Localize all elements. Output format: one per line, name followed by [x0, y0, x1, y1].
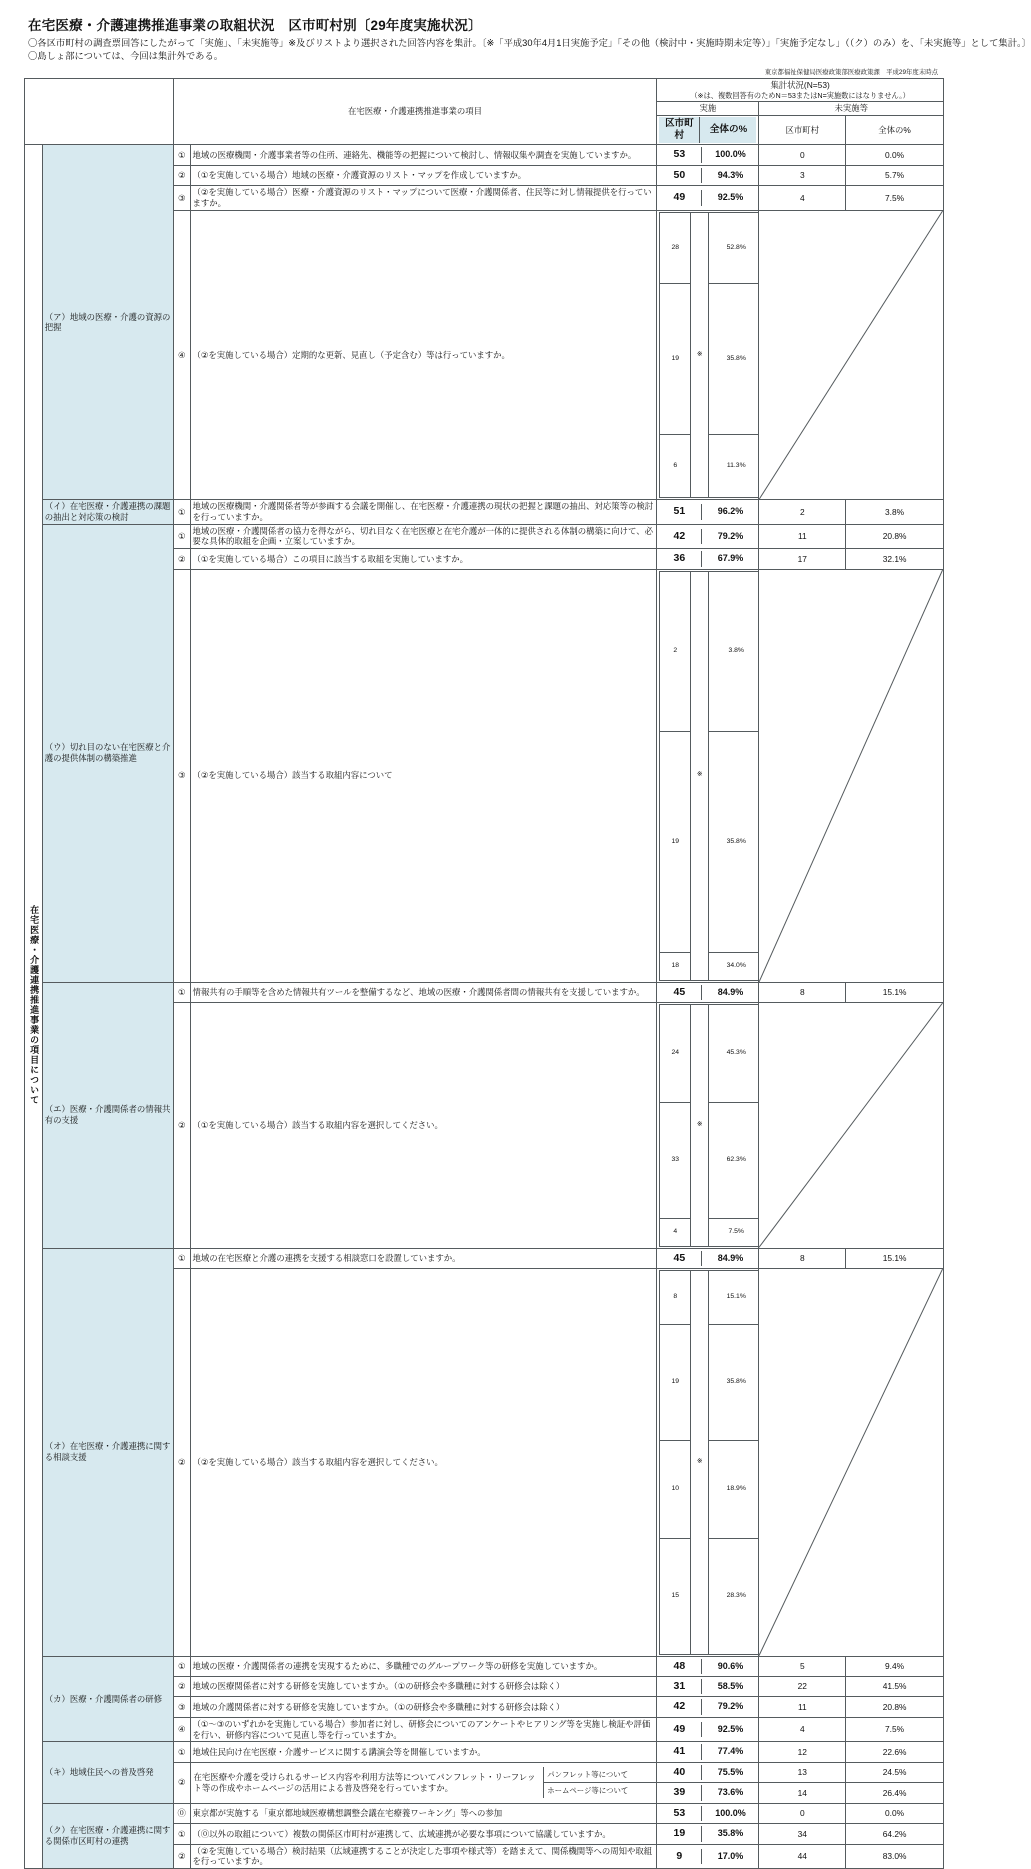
table-head	[25, 79, 944, 145]
question-number: ①	[173, 1742, 190, 1762]
header-blank-corner	[25, 79, 174, 145]
value-municipalities-done: 49 92.5%	[657, 186, 759, 211]
question-text: （①を実施している場合）該当する取組内容を選択してください。	[190, 1003, 657, 1248]
value-municipalities-done: 36 67.9%	[657, 549, 759, 569]
value-municipalities-done: 40 75.5%	[657, 1762, 759, 1782]
table-row	[25, 982, 944, 1002]
not-applicable-cell	[759, 210, 944, 500]
source-attribution: 東京都福祉保健局医療政策部医療政策課 平成29年度末時点	[764, 69, 938, 77]
question-number: ①	[173, 524, 190, 549]
option-count: 2	[660, 571, 691, 731]
value-municipalities-done: 53 100.0%	[657, 145, 759, 165]
question-number: ②	[173, 1762, 190, 1803]
question-number: ③	[173, 186, 190, 211]
header-status: 集計状況(N=53) （※は、複数回答有のためN＝53またはN=実施数にはなりません。）	[657, 79, 944, 102]
table-row	[25, 1656, 944, 1676]
question-number: ③	[173, 569, 190, 982]
value-municipalities-notdone: 0	[759, 145, 846, 165]
option-count: 19	[660, 1324, 691, 1440]
value-municipalities-done: 53 100.0%	[657, 1803, 759, 1823]
sub-option-label: パンフレット等について	[547, 1770, 629, 1780]
not-applicable-cell	[759, 1268, 944, 1656]
value-municipalities-notdone: 14	[759, 1783, 846, 1803]
option-count: 24	[660, 1005, 691, 1103]
value-municipalities-notdone: 8	[759, 982, 846, 1002]
value-percent-notdone: 83.0%	[846, 1844, 944, 1869]
value-municipalities-notdone: 0	[759, 1803, 846, 1823]
option-count: 6	[660, 435, 691, 498]
value-municipalities-done: 45 84.9%	[657, 982, 759, 1002]
question-number: ①	[173, 982, 190, 1002]
value-municipalities-notdone: 8	[759, 1248, 846, 1268]
option-row	[660, 731, 764, 953]
value-municipalities-done: 19 35.8%	[657, 1824, 759, 1844]
value-percent-notdone: 0.0%	[846, 1803, 944, 1823]
question-text: （②を実施している場合）該当する取組内容について	[190, 569, 657, 982]
value-percent-notdone: 26.4%	[846, 1783, 944, 1803]
header-col-pct-notdone: 全体の%	[846, 115, 944, 145]
value-municipalities-done: 31 58.5%	[657, 1677, 759, 1697]
option-count: 28	[660, 212, 691, 284]
value-municipalities-notdone: 2	[759, 500, 846, 525]
question-text: 情報共有の手順等を含めた情報共有ツールを整備するなど、地域の医療・介護関係者間の情報共有を支援していますか。	[190, 982, 657, 1002]
value-percent-notdone: 41.5%	[846, 1677, 944, 1697]
question-number: ②	[173, 165, 190, 185]
multi-answer-mark: ※	[691, 1005, 709, 1246]
table-row	[25, 500, 944, 525]
header-group-notdone: 未実施等	[759, 102, 944, 116]
question-text: 地域の医療・介護関係者の協力を得ながら、切れ目なく在宅医療と在宅介護が一体的に提供される体制の構築に向けて、必要な具体的取組を企画・立案していますか。	[190, 524, 657, 549]
value-percent-notdone: 3.8%	[846, 500, 944, 525]
option-count: 33	[660, 1103, 691, 1219]
value-percent-notdone: 0.0%	[846, 145, 944, 165]
value-percent-notdone: 9.4%	[846, 1656, 944, 1676]
option-row	[660, 1219, 764, 1246]
value-municipalities-done: 9 17.0%	[657, 1844, 759, 1869]
value-percent-notdone: 24.5%	[846, 1762, 944, 1782]
option-count: 4	[660, 1219, 691, 1246]
option-percent: 7.5%	[709, 1219, 764, 1246]
header-col-muni-done: 区市町村 全体の%	[657, 115, 759, 145]
option-count: 8	[660, 1270, 691, 1324]
question-text: 地域の医療機関・介護関係者等が参画する会議を開催し、在宅医療・介護連携の現状の把握と課題の抽出、対応策等の検討を行っていますか。	[190, 500, 657, 525]
multi-answer-mark: ※	[691, 212, 709, 498]
value-municipalities-notdone: 12	[759, 1742, 846, 1762]
option-breakdown	[657, 1003, 759, 1248]
question-text: 在宅医療や介護を受けられるサービス内容や利用方法等についてパンフレット・リーフレット等の作成やホームページの活用による普及啓発を行っていますか。 パンフレット等について ホームページ等について	[190, 1762, 657, 1803]
question-number: ①	[173, 1824, 190, 1844]
multi-answer-mark: ※	[691, 1270, 709, 1654]
question-text: （①を実施している場合）この項目に該当する取組を実施していますか。	[190, 549, 657, 569]
question-number: ②	[173, 1003, 190, 1248]
note-line-1: 〇各区市町村の調査票回答にしたがって「実施」、「未実施等」※及びリストより選択された回答内容を集計。〔※「平成30年4月1日実施予定」「その他（検討中・実施時期未定等）」「実施予定なし」（（ク）のみ）を、「未実施等」として集計。〕	[28, 38, 1031, 48]
option-count: 18	[660, 953, 691, 980]
value-municipalities-done: 49 92.5%	[657, 1717, 759, 1742]
value-municipalities-notdone: 22	[759, 1677, 846, 1697]
category-label: （イ）在宅医療・介護連携の課題の抽出と対応策の検討	[42, 500, 173, 525]
note-line-2: 〇島しょ部については、今回は集計外である。	[28, 50, 224, 61]
question-number: ①	[173, 1248, 190, 1268]
category-label: （ク）在宅医療・介護連携に関する関係市区町村の連携	[42, 1803, 173, 1868]
option-breakdown	[657, 1268, 759, 1656]
table-row	[25, 145, 944, 165]
question-text: （①を実施している場合）地域の医療・介護資源のリスト・マップを作成していますか。	[190, 165, 657, 185]
value-percent-notdone: 22.6%	[846, 1742, 944, 1762]
option-row	[660, 1103, 764, 1219]
option-row	[660, 1270, 764, 1324]
option-percent: 35.8%	[709, 284, 764, 435]
table-row	[25, 1742, 944, 1762]
question-number: ④	[173, 1717, 190, 1742]
value-municipalities-done: 39 73.6%	[657, 1783, 759, 1803]
value-municipalities-done: 48 90.6%	[657, 1656, 759, 1676]
value-municipalities-notdone: 34	[759, 1824, 846, 1844]
option-percent: 15.1%	[709, 1270, 764, 1324]
option-count: 10	[660, 1440, 691, 1538]
not-applicable-cell	[759, 569, 944, 982]
option-row	[660, 284, 764, 435]
not-applicable-cell	[759, 1003, 944, 1248]
question-number: ①	[173, 500, 190, 525]
option-breakdown	[657, 569, 759, 982]
table-row	[25, 524, 944, 549]
table-row	[25, 1803, 944, 1823]
value-municipalities-notdone: 4	[759, 186, 846, 211]
survey-table	[24, 78, 944, 1869]
option-percent: 28.3%	[709, 1538, 764, 1654]
question-number: ②	[173, 1677, 190, 1697]
value-municipalities-notdone: 5	[759, 1656, 846, 1676]
option-row	[660, 212, 764, 284]
value-municipalities-notdone: 17	[759, 549, 846, 569]
option-percent: 34.0%	[709, 953, 764, 980]
table-row	[25, 1248, 944, 1268]
value-municipalities-notdone: 13	[759, 1762, 846, 1782]
question-number: ②	[173, 1268, 190, 1656]
option-percent: 52.8%	[709, 212, 764, 284]
question-text: 地域の介護関係者に対する研修を実施していますか。（①の研修会や多職種に対する研修会は除く）	[190, 1697, 657, 1717]
category-label: （キ）地域住民への普及啓発	[42, 1742, 173, 1803]
question-text: （②を実施している場合）医療・介護資源のリスト・マップについて医療・介護関係者、住民等に対し情報提供を行っていますか。	[190, 186, 657, 211]
option-percent: 35.8%	[709, 731, 764, 953]
category-label: （エ）医療・介護関係者の情報共有の支援	[42, 982, 173, 1248]
value-municipalities-done: 42 79.2%	[657, 524, 759, 549]
question-number: ②	[173, 549, 190, 569]
question-number: ③	[173, 1697, 190, 1717]
question-number: ④	[173, 210, 190, 500]
option-breakdown	[657, 210, 759, 500]
question-text: （⓪以外の取組について）複数の関係区市町村が連携して、広域連携が必要な事項について協議していますか。	[190, 1824, 657, 1844]
category-label: （ア）地域の医療・介護の資源の把握	[42, 145, 173, 500]
page-title: 在宅医療・介護連携推進事業の取組状況 区市町村別〔29年度実施状況〕	[28, 18, 482, 33]
value-municipalities-done: 50 94.3%	[657, 165, 759, 185]
category-label: （カ）医療・介護関係者の研修	[42, 1656, 173, 1742]
option-count: 15	[660, 1538, 691, 1654]
option-row	[660, 435, 764, 498]
option-percent: 18.9%	[709, 1440, 764, 1538]
value-percent-notdone: 20.8%	[846, 524, 944, 549]
value-municipalities-done: 51 96.2%	[657, 500, 759, 525]
option-count: 19	[660, 731, 691, 953]
option-row	[660, 1538, 764, 1654]
value-municipalities-done: 45 84.9%	[657, 1248, 759, 1268]
option-percent: 45.3%	[709, 1005, 764, 1103]
option-row	[660, 1005, 764, 1103]
value-percent-notdone: 15.1%	[846, 982, 944, 1002]
category-label: （オ）在宅医療・介護連携に関する相談支援	[42, 1248, 173, 1656]
question-text: 地域住民向け在宅医療・介護サービスに関する講演会等を開催していますか。	[190, 1742, 657, 1762]
value-municipalities-notdone: 3	[759, 165, 846, 185]
question-number: ①	[173, 1656, 190, 1676]
question-number: ⓪	[173, 1803, 190, 1823]
option-row	[660, 1440, 764, 1538]
header-group-done: 実施	[657, 102, 759, 116]
question-text: （②を実施している場合）定期的な更新、見直し（予定含む）等は行っていますか。	[190, 210, 657, 500]
value-percent-notdone: 32.1%	[846, 549, 944, 569]
question-text: （②を実施している場合）検討結果（広域連携することが決定した事項や様式等）を踏まえて、関係機関等への周知や取組を行っていますか。	[190, 1844, 657, 1869]
option-row	[660, 953, 764, 980]
value-percent-notdone: 15.1%	[846, 1248, 944, 1268]
question-number: ①	[173, 145, 190, 165]
option-row	[660, 571, 764, 731]
question-text: 地域の在宅医療と介護の連携を支援する相談窓口を設置していますか。	[190, 1248, 657, 1268]
header-item-title: 在宅医療・介護連携推進事業の項目	[173, 79, 656, 145]
value-percent-notdone: 5.7%	[846, 165, 944, 185]
option-count: 19	[660, 284, 691, 435]
value-municipalities-notdone: 44	[759, 1844, 846, 1869]
value-percent-notdone: 64.2%	[846, 1824, 944, 1844]
option-percent: 62.3%	[709, 1103, 764, 1219]
question-text: 地域の医療機関・介護事業者等の住所、連絡先、機能等の把握について検討し、情報収集や調査を実施していますか。	[190, 145, 657, 165]
header-col-muni-notdone: 区市町村	[759, 115, 846, 145]
question-text: （①～③のいずれかを実施している場合）参加者に対し、研修会についてのアンケートやヒアリング等を実施し検証や評価を行い、研修内容について見直し等を行っていますか。	[190, 1717, 657, 1742]
value-percent-notdone: 20.8%	[846, 1697, 944, 1717]
multi-answer-mark: ※	[691, 571, 709, 980]
value-municipalities-notdone: 11	[759, 1697, 846, 1717]
value-municipalities-notdone: 11	[759, 524, 846, 549]
option-percent: 3.8%	[709, 571, 764, 731]
value-municipalities-done: 42 79.2%	[657, 1697, 759, 1717]
vertical-section-label: 在宅医療・介護連携推進事業の項目について	[25, 145, 43, 1869]
sub-option-label: ホームページ等について	[544, 1782, 656, 1798]
option-percent: 11.3%	[709, 435, 764, 498]
table-body	[25, 145, 944, 1869]
option-percent: 35.8%	[709, 1324, 764, 1440]
question-text: （②を実施している場合）該当する取組内容を選択してください。	[190, 1268, 657, 1656]
value-percent-notdone: 7.5%	[846, 1717, 944, 1742]
question-text: 地域の医療・介護関係者の連携を実現するために、多職種でのグループワーク等の研修を実施していますか。	[190, 1656, 657, 1676]
question-text: 東京都が実施する「東京都地域医療構想調整会議在宅療養ワーキング」等への参加	[190, 1803, 657, 1823]
question-number: ②	[173, 1844, 190, 1869]
category-label: （ウ）切れ目のない在宅医療と介護の提供体制の構築推進	[42, 524, 173, 982]
question-text: 地域の医療関係者に対する研修を実施していますか。（①の研修会や多職種に対する研修会は除く）	[190, 1677, 657, 1697]
value-percent-notdone: 7.5%	[846, 186, 944, 211]
value-municipalities-done: 41 77.4%	[657, 1742, 759, 1762]
option-row	[660, 1324, 764, 1440]
value-municipalities-notdone: 4	[759, 1717, 846, 1742]
